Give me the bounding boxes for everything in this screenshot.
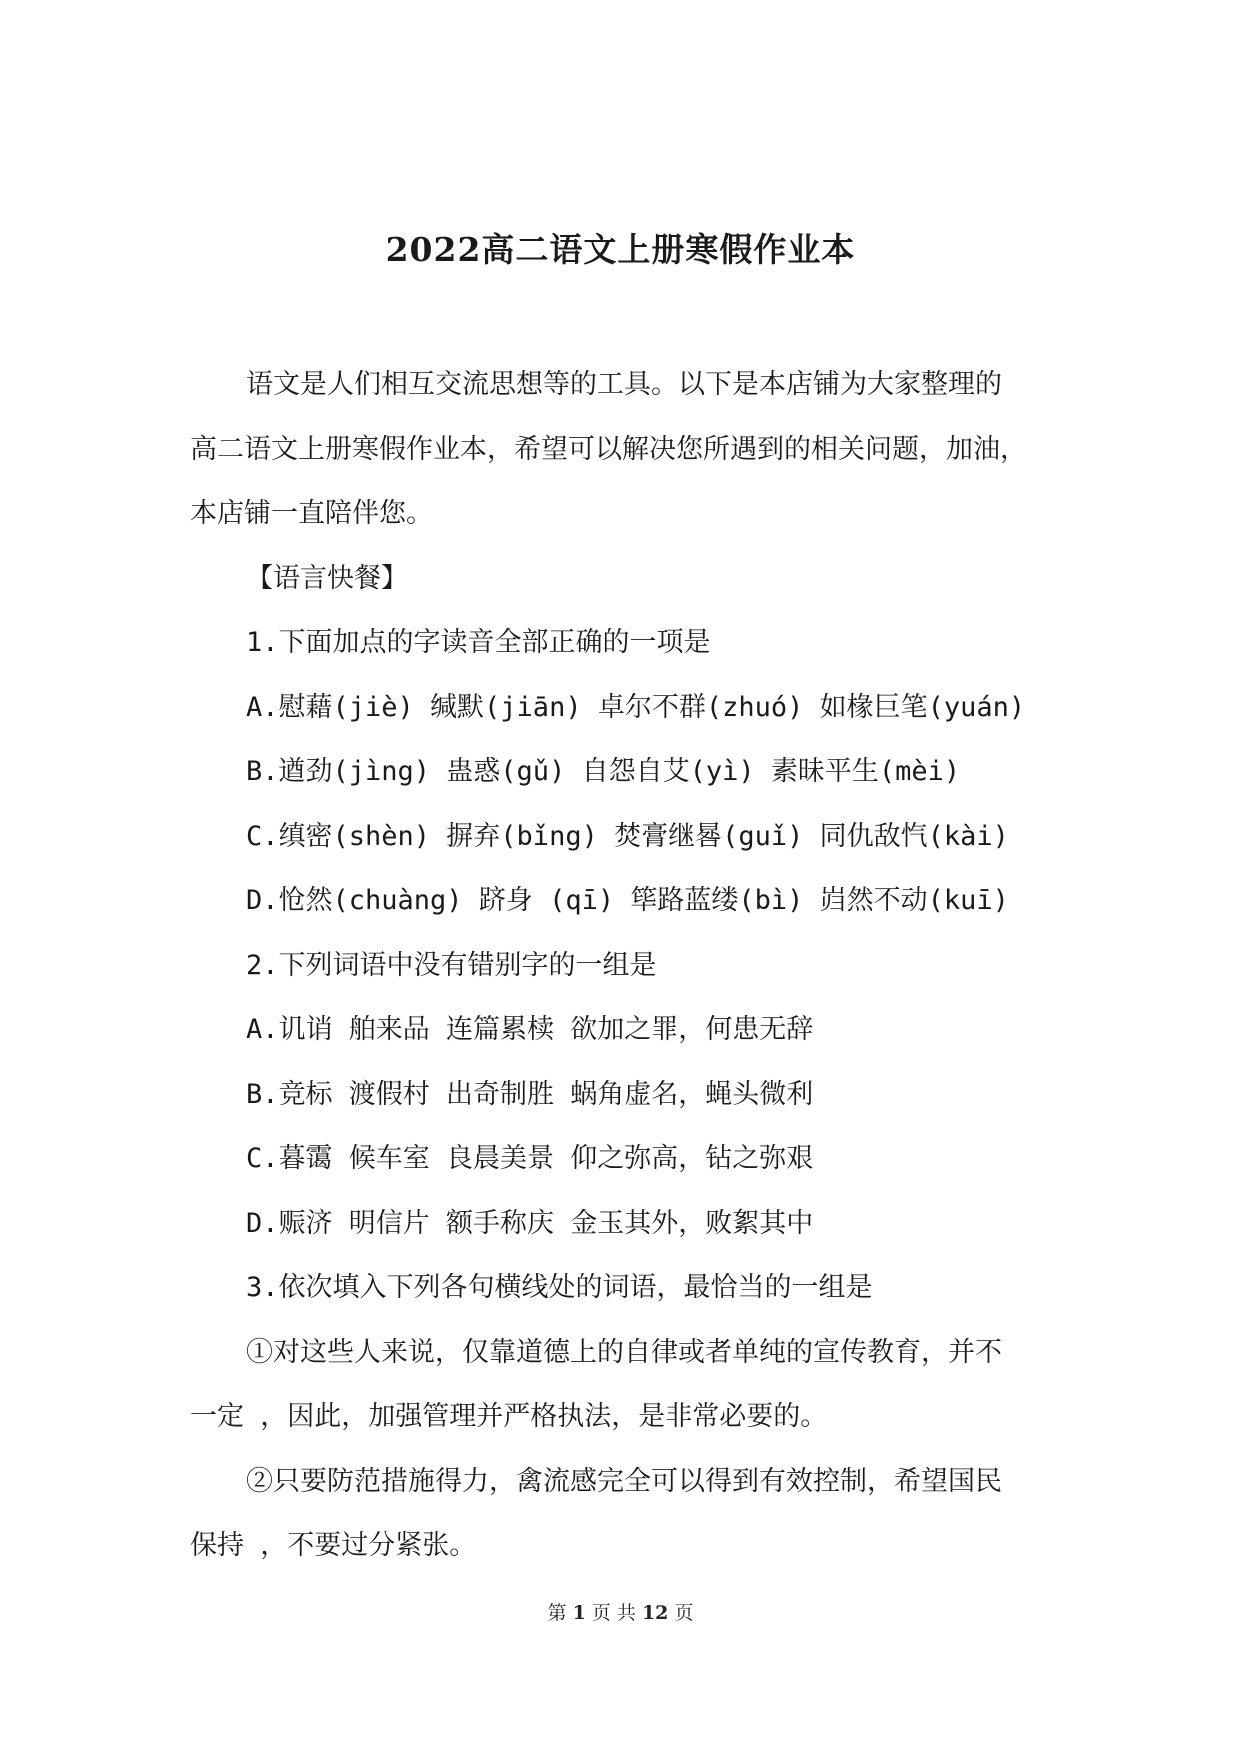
page-footer xyxy=(0,1598,1241,1625)
document-title: 2022高二语文上册寒假作业本 xyxy=(385,230,856,269)
paragraph-line: 一定 ，因此，加强管理并严格执法，是非常必要的。 xyxy=(190,1401,828,1432)
option-line: B.遒劲(jìng) 蛊惑(gǔ) 自怨自艾(yì) 素昧平生(mèi) xyxy=(246,756,961,787)
page-number: 1 xyxy=(572,1602,586,1624)
question-line: 3.依次填入下列各句横线处的词语，最恰当的一组是 xyxy=(246,1272,873,1303)
question-line: 2.下列词语中没有错别字的一组是 xyxy=(246,949,657,981)
total-pages: 12 xyxy=(641,1602,669,1624)
option-line: A.慰藉(jiè) 缄默(jiān) 卓尔不群(zhuó) 如椽巨笔(yuán) xyxy=(246,691,1026,723)
option-line: C.缜密(shèn) 摒弃(bǐng) 焚膏继晷(guǐ) 同仇敌忾(kài) xyxy=(246,820,1009,852)
paragraph-line: ②只要防范措施得力，禽流感完全可以得到有效控制，希望国民 xyxy=(246,1465,1002,1497)
paragraph-line: 语文是人们相互交流思想等的工具。以下是本店铺为大家整理的 xyxy=(246,369,1002,400)
paragraph-line: ①对这些人来说，仅靠道德上的自律或者单纯的宣传教育，并不 xyxy=(246,1336,1002,1368)
option-line: D.赈济 明信片 额手称庆 金玉其外，败絮其中 xyxy=(246,1207,814,1239)
footer-suffix: 页 xyxy=(674,1602,694,1624)
option-line: A.讥诮 舶来品 连篇累椟 欲加之罪，何患无辞 xyxy=(246,1014,814,1045)
document-body xyxy=(190,353,1052,1579)
paragraph-line: 本店铺一直陪伴您。 xyxy=(190,498,433,529)
paragraph-line: 高二语文上册寒假作业本，希望可以解决您所遇到的相关问题，加油， xyxy=(190,433,1027,465)
footer-prefix: 第 xyxy=(547,1602,567,1624)
section-heading: 【语言快餐】 xyxy=(246,562,408,594)
paragraph-line: 保持 ，不要过分紧张。 xyxy=(190,1530,477,1561)
footer-middle: 页 共 xyxy=(591,1602,636,1624)
option-line: C.暮霭 候车室 良晨美景 仰之弥高，钻之弥艰 xyxy=(246,1143,814,1174)
option-line: B.竞标 渡假村 出奇制胜 蜗角虚名，蝇头微利 xyxy=(246,1078,814,1110)
option-line: D.怆然(chuàng) 跻身 (qī) 筚路蓝缕(bì) 岿然不动(kuī) xyxy=(246,885,1009,916)
question-line: 1.下面加点的字读音全部正确的一项是 xyxy=(246,627,711,658)
